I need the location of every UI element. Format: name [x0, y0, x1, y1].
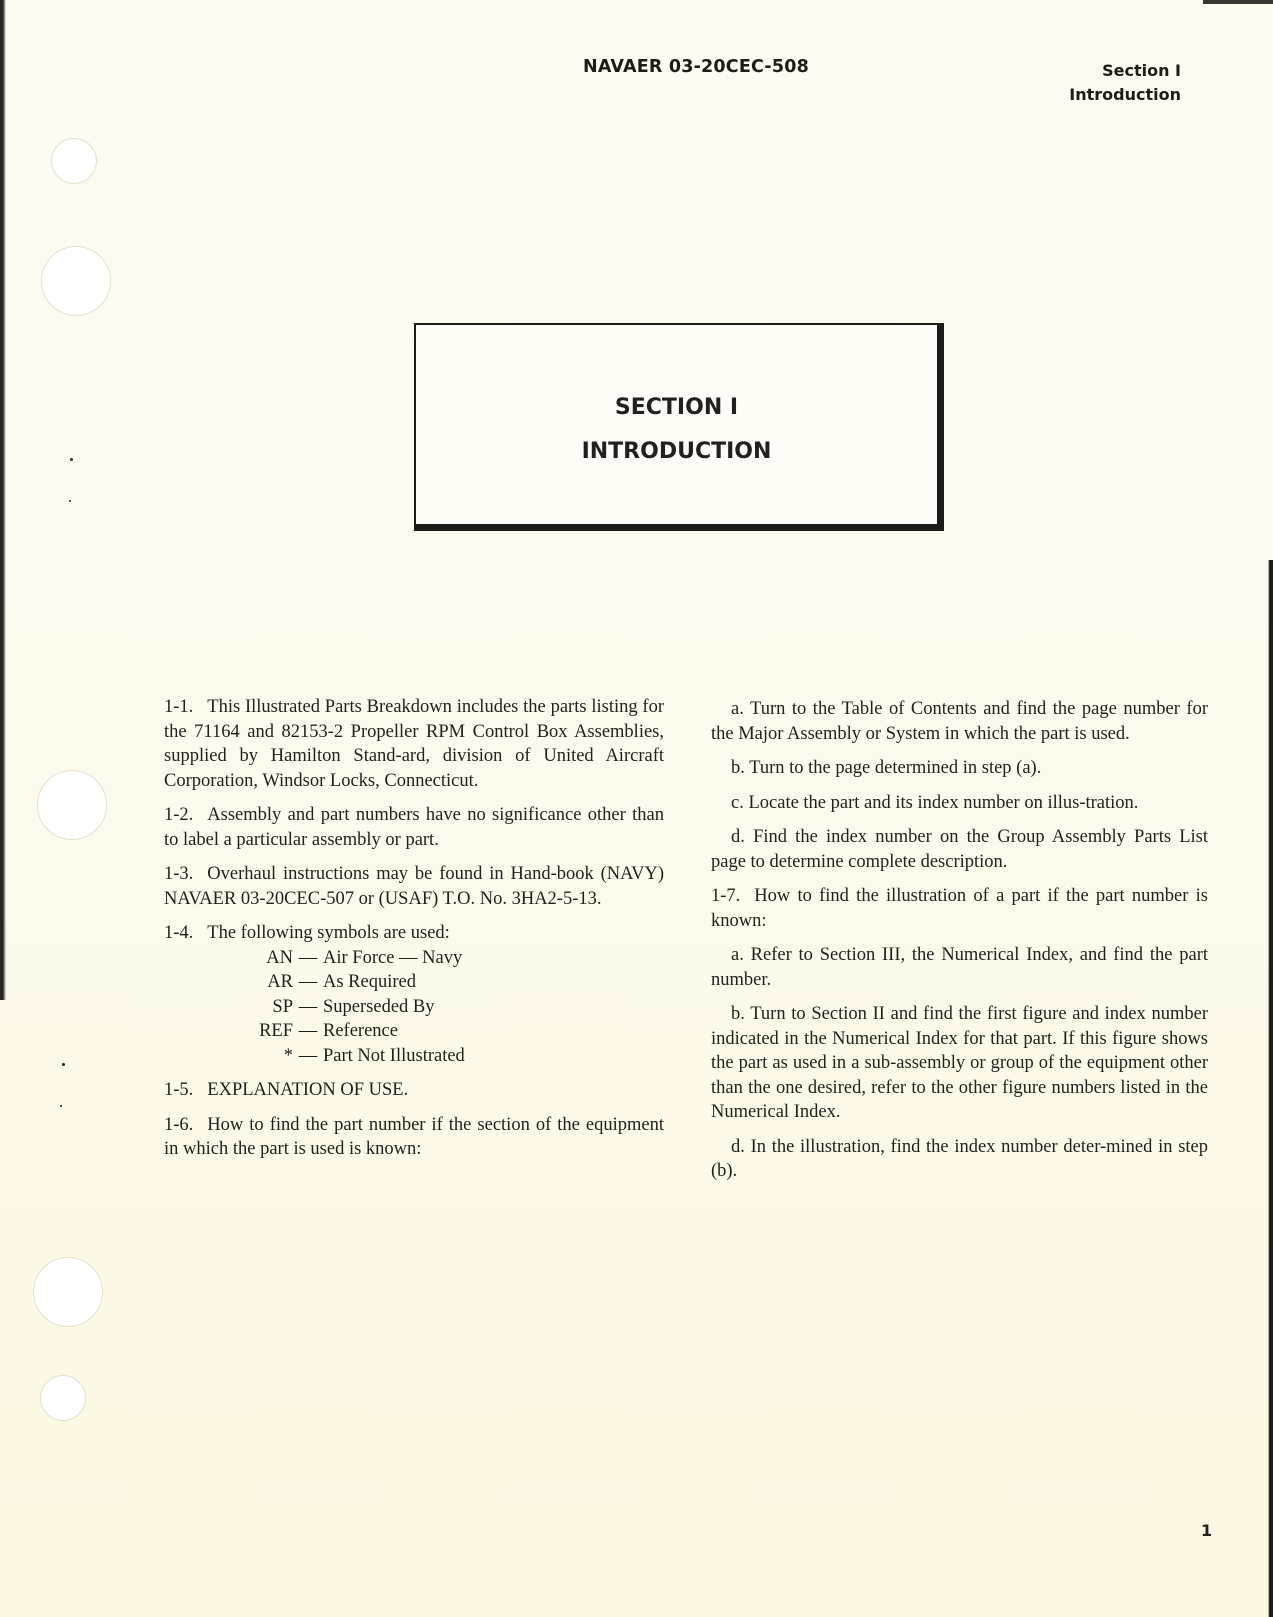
section-subheading: INTRODUCTION — [581, 439, 772, 464]
document-number: NAVAER 03-20CEC-508 — [583, 57, 810, 77]
symbol-dash: — — [298, 972, 318, 992]
symbol-dash: — — [298, 1021, 318, 1041]
scan-speck — [60, 1105, 62, 1107]
step-label: b. — [731, 1004, 745, 1024]
step-text: Find the index number on the Group Assembly Parts List page to determine complete description. — [711, 827, 1208, 872]
step-1-6-d — [711, 825, 1208, 874]
step-text: Turn to Section II and find the first figure and index number indicated in the Numerical Index for that part. If this figure shows the part as used in a sub-assembly or group of the equipment other than the one desired, refer to the other figure numbers listed in the Numerical Index. — [711, 1004, 1208, 1122]
step-text: Locate the part and its index number on illus-tration. — [748, 792, 1139, 813]
paragraph-text: How to find the part number if the section of the equipment in which the part is used is known: — [164, 1114, 664, 1159]
punch-hole — [33, 1257, 103, 1327]
step-label: b. — [731, 758, 745, 778]
symbol-row-asterisk — [164, 1044, 664, 1069]
symbol-dash: — — [298, 1045, 318, 1066]
symbol-abbreviation: REF — [259, 1021, 293, 1041]
scan-speck — [70, 458, 73, 461]
step-text: Turn to the page determined in step (a). — [749, 758, 1042, 778]
step-label: a. — [731, 699, 744, 719]
paragraph-1-1 — [164, 695, 664, 793]
symbol-meaning: Superseded By — [323, 996, 435, 1017]
symbol-abbreviation: AN — [266, 947, 293, 968]
paragraph-1-4 — [164, 921, 664, 946]
paragraph-text: Overhaul instructions may be found in Hand-book (NAVY) NAVAER 03-20CEC-507 or (USAF) T.O. No. 3HA2-5-13. — [164, 864, 664, 909]
paragraph-text: Assembly and part numbers have no significance other than to label a particular assembly or part. — [164, 805, 664, 850]
paragraph-number: 1-1. — [164, 697, 194, 717]
paragraph-1-3 — [164, 862, 664, 911]
symbol-row-sp — [164, 995, 664, 1020]
scan-edge-right — [1268, 560, 1273, 1617]
symbol-dash: — — [298, 947, 318, 968]
step-1-6-b — [711, 756, 1208, 781]
paragraph-1-5 — [164, 1078, 664, 1103]
paragraph-number: 1-4. — [164, 923, 194, 943]
section-title: Introduction — [1069, 85, 1181, 104]
symbol-row-ar — [164, 970, 664, 995]
step-text: Refer to Section III, the Numerical Index, and find the part number. — [711, 945, 1209, 990]
paragraph-number: 1-2. — [164, 805, 194, 825]
scan-speck — [62, 1063, 65, 1066]
symbol-meaning: Part Not Illustrated — [323, 1045, 465, 1066]
step-text: In the illustration, find the index number deter-mined in step (b). — [711, 1136, 1208, 1181]
paragraph-number: 1-7. — [711, 886, 741, 906]
section-title-box — [414, 323, 944, 531]
step-1-6-c — [711, 791, 1208, 816]
symbol-list — [164, 946, 664, 1069]
section-label: Section I — [1102, 61, 1181, 80]
step-text: Turn to the Table of Contents and find the page number for the Major Assembly or System in which the part is used. — [711, 699, 1208, 744]
step-label: a. — [731, 945, 744, 965]
paragraph-number: 1-3. — [164, 864, 194, 884]
punch-hole — [40, 1375, 86, 1421]
right-column — [711, 697, 1208, 1194]
punch-hole — [37, 770, 107, 840]
symbol-abbreviation: * — [283, 1045, 293, 1066]
paragraph-number: 1-5. — [164, 1080, 194, 1100]
step-label: d. — [731, 1136, 745, 1157]
symbol-dash: — — [298, 996, 318, 1017]
section-heading: SECTION I — [614, 395, 739, 420]
paragraph-text: The following symbols are used: — [207, 923, 450, 943]
symbol-row-an — [164, 946, 664, 971]
punch-hole — [51, 138, 97, 184]
symbol-meaning: As Required — [323, 972, 416, 992]
symbol-row-ref — [164, 1019, 664, 1044]
paragraph-number: 1-6. — [164, 1114, 194, 1135]
section-header — [1069, 59, 1181, 107]
paragraph-1-2 — [164, 803, 664, 852]
left-column — [164, 695, 664, 1172]
step-1-7-d — [711, 1135, 1208, 1184]
step-1-6-a — [711, 697, 1208, 746]
symbol-abbreviation: AR — [267, 972, 293, 992]
punch-hole — [41, 246, 111, 316]
paragraph-1-7 — [711, 884, 1208, 933]
symbol-meaning: Air Force — Navy — [323, 947, 463, 968]
step-label: d. — [731, 827, 745, 847]
paragraph-1-6 — [164, 1113, 664, 1162]
scan-edge-left — [0, 0, 6, 1000]
paragraph-text: This Illustrated Parts Breakdown includes the parts listing for the 71164 and 82153-2 Propeller RPM Control Box Assemblies, supplied by Hamilton Stand-ard, division of United Aircraft Corporation, Windsor Locks, Connecticut. — [164, 697, 664, 791]
symbol-abbreviation: SP — [272, 996, 293, 1017]
paragraph-heading: EXPLANATION OF USE. — [207, 1080, 409, 1100]
page-number: 1 — [1201, 1521, 1213, 1540]
step-label: c. — [731, 792, 744, 813]
step-1-7-a — [711, 943, 1208, 992]
paragraph-text: How to find the illustration of a part if the part number is known: — [711, 886, 1208, 931]
scan-edge-top — [1203, 0, 1273, 4]
symbol-meaning: Reference — [323, 1021, 398, 1041]
step-1-7-b — [711, 1002, 1208, 1125]
scan-speck — [69, 500, 71, 502]
